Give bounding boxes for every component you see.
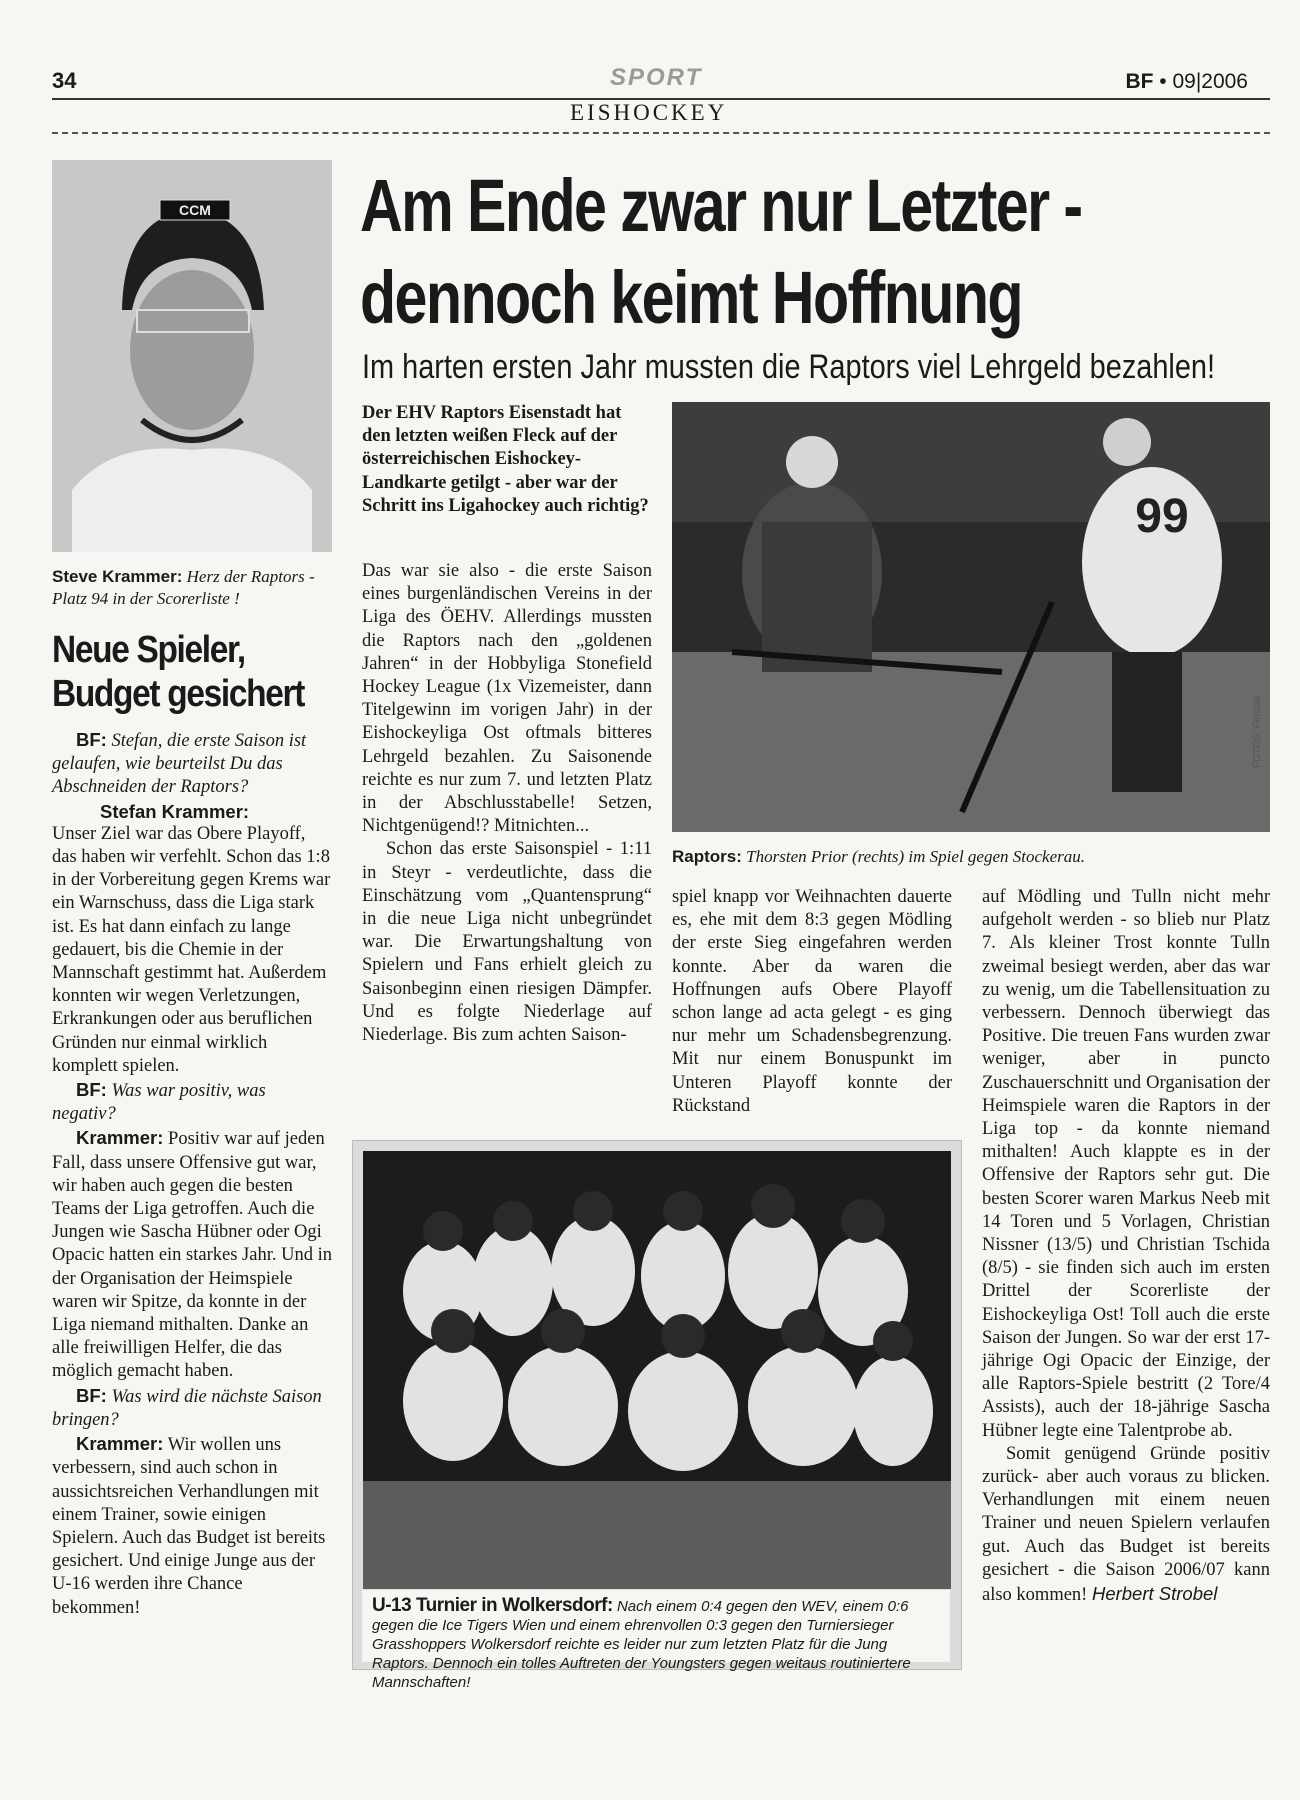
- helmet-brand-label: CCM: [179, 202, 211, 218]
- portrait-photo: [52, 160, 332, 552]
- article-column-3: [982, 886, 1270, 1607]
- subheadline: Im harten ersten Jahr mussten die Raptors viel Lehrgeld bezahlen!: [362, 348, 1216, 386]
- jersey-number: 99: [1135, 490, 1189, 543]
- portrait-caption: [52, 566, 332, 610]
- interview-question: [52, 1384, 332, 1432]
- interview-question: [52, 728, 332, 800]
- portrait-caption-text: Herz der Raptors - Platz 94 in der Scorerliste !: [52, 567, 315, 608]
- sidebar-heading: [52, 628, 305, 716]
- photo-credit: FOTOS: Fertsak: [1252, 694, 1263, 768]
- team-caption-text: Nach einem 0:4 gegen den WEV, einem 0:6 gegen die Ice Tigers Wien und einem ehrenvollen 0:3 gegen den Turniersieger Grasshoppers Wolkersdorf reichte es leider nur zum letzten Platz für die Jung Raptors. Dennoch ein tolles Auftreten der Youngsters gegen weitaus routiniertere Mannschaften!: [372, 1598, 911, 1691]
- article-paragraph: auf Mödling und Tulln nicht mehr aufgeholt werden - so blieb nur Platz 7. Als kleiner Trost konnte Tulln zweimal besiegt werden, aber das war zu wenig, um die Tabellensituation zu verbessern. Dennoch überwiegt das Positive. Die treuen Fans wurden zwar weniger, aber in puncto Zuschauerschnitt und Organisation der Heimspiele waren die Raptors in der Liga top - da konnte niemand mithalten! Auch klappte es in der Offensive der Raptors sehr gut. Die besten Scorer waren Markus Neeb mit 14 Toren und 5 Vorlagen, Christian Nissner (13/5) und Christian Tschida (8/5) - sie finden sich auch im ersten Drittel der Scorerliste der Eishockeyliga Ost! Toll auch die erste Saison der Jungen. So war der erst 17-jährige Ogi Opacic der Einzige, der alle Raptors-Spiele bestritt (2 Tore/4 Assists), auch der 18-jährige Sascha Hübner legte eine Talentprobe ab.: [982, 887, 1270, 1441]
- answer-text: Wir wollen uns verbessern, sind auch schon in aussichtsreichen Verhandlungen mit einem Trainer, sowie einigen Spielern. Auch das Budget ist bereits gesichert. Und einige Junge aus der U-16 werden ihre Chance bekommen!: [52, 1435, 326, 1618]
- team-caption-title: U-13 Turnier in Wolkersdorf:: [372, 1595, 613, 1616]
- article-column-1: [362, 560, 652, 1047]
- answer-text: Unser Ziel war das Obere Playoff, das haben wir verfehlt. Schon das 1:8 in der Vorbereitung gegen Krems war ein Warnschuss, dass die Liga stark ist. Es hat dann einfach zu lange gedauert, bis die Chemie in der Mannschaft gestimmt hat. Außerdem konnten wir wegen Verletzungen, Erkrankungen oder aus beruflichen Gründen nur einmal wirklich komplett spielen.: [52, 823, 331, 1076]
- action-photo: [672, 402, 1270, 832]
- speaker-label: Krammer:: [76, 1433, 164, 1455]
- headline-line: dennoch keimt Hoffnung: [360, 256, 1022, 339]
- article-paragraph: [982, 1443, 1270, 1607]
- dashed-divider: [52, 132, 1270, 134]
- author-byline: Herbert Strobel: [1091, 1583, 1218, 1605]
- article-paragraph-text: Somit genügend Gründe positiv zurück- aber auch voraus zu blicken. Verhandlungen mit einem neuen Trainer und neuen Spielern verlaufen gut. Auch das Budget ist bereits gesichert - die Saison 2006/07 kann also kommen!: [982, 1443, 1270, 1606]
- sidebar-heading-line: Neue Spieler,: [52, 629, 245, 671]
- article-paragraph: spiel knapp vor Weihnachten dauerte es, ehe mit dem 8:3 gegen Mödling der erste Sieg eingefahren werden konnte. Aber da waren die Hoffnungen aufs Obere Playoff schon lange ad acta gelegt - es ging nur mehr um Schadensbegrenzung. Mit nur einem Bonuspunkt im Unteren Playoff konnte der Rückstand: [672, 887, 952, 1116]
- page-number: 34: [52, 68, 77, 93]
- headline-line: Am Ende zwar nur Letzter -: [360, 164, 1082, 247]
- speaker-label: BF:: [76, 729, 107, 750]
- team-photo: [363, 1151, 951, 1589]
- article-column-2: [672, 886, 952, 1118]
- lead-paragraph: Der EHV Raptors Eisenstadt hat den letzten weißen Fleck auf der österreichischen Eishockey-Landkarte getilgt - aber war der Schritt ins Ligahockey auch richtig?: [362, 403, 649, 516]
- answer-text: Positiv war auf jeden Fall, dass unsere Offensive gut war, wir haben auch gegen die besten Teams der Liga getroffen. Auch die Jungen wie Sascha Hübner oder Ogi Opacic hatten ein starkes Jahr. Und in der Organisation der Heimspiele waren wir Spitze, da konnte in der Liga niemand mithalten. Danke an alle freiwilligen Helfer, die das möglich gemacht haben.: [52, 1129, 332, 1382]
- team-photo-caption: [362, 1590, 950, 1691]
- action-caption-text: Thorsten Prior (rechts) im Spiel gegen Stockerau.: [741, 847, 1085, 866]
- portrait-caption-name: Steve Krammer:: [52, 567, 183, 586]
- speaker-label: BF:: [76, 1384, 107, 1406]
- action-photo-caption: [672, 846, 1270, 868]
- interview-column: [52, 728, 332, 1620]
- speaker-label: Krammer:: [76, 1127, 164, 1149]
- interview-answer: [52, 800, 332, 1078]
- rubric: EISHOCKEY: [570, 100, 728, 125]
- issue-date: • 09|2006: [1153, 70, 1248, 93]
- article-paragraph: Das war sie also - die erste Saison eines burgenländischen Vereins in der Liga des ÖEHV. Allerdings mussten die Raptors nach den „goldenen Jahren“ in der Hobbyliga Stonefield Hockey League (1x Vizemeister, dann Titelgewinn im vorigen Jahr) in der Eishockeyliga Ost oftmals bitteres Lehrgeld bezahlen. Zu Saisonende reichte es nur zum 7. und letzten Platz in der Abschlusstabelle! Setzen, Nichtgenügend!? Mitnichten...: [362, 561, 652, 837]
- speaker-label: Stefan Krammer:: [100, 800, 250, 822]
- speaker-label: BF:: [76, 1079, 107, 1101]
- interview-answer: [52, 1432, 332, 1620]
- article-paragraph: Schon das erste Saisonspiel - 1:11 in Steyr - verdeutlichte, dass die Einschätzung vom „Quantensprung“ in die neue Liga nicht unbegründet war. Die Erwartungshaltung von Spielern und Fans erhielt gleich zu Saisonbeginn einen riesigen Dämpfer. Und es folgte Niederlage auf Niederlage. Bis zum achten Saison-: [362, 839, 652, 1046]
- headline: [360, 160, 1088, 344]
- section-title: SPORT: [610, 64, 703, 91]
- magazine-name: BF: [1125, 70, 1154, 93]
- interview-question: [52, 1078, 332, 1126]
- action-caption-name: Raptors:: [672, 847, 742, 866]
- sidebar-heading-line: Budget gesichert: [52, 673, 305, 715]
- question-text: Was war positiv, was negativ?: [52, 1081, 266, 1125]
- question-text: Stefan, die erste Saison ist gelaufen, wie beurteilst Du das Abschneiden der Raptors?: [52, 731, 307, 798]
- question-text: Was wird die nächste Saison bringen?: [52, 1386, 322, 1430]
- magazine-issue: [1125, 70, 1248, 94]
- interview-answer: [52, 1126, 332, 1383]
